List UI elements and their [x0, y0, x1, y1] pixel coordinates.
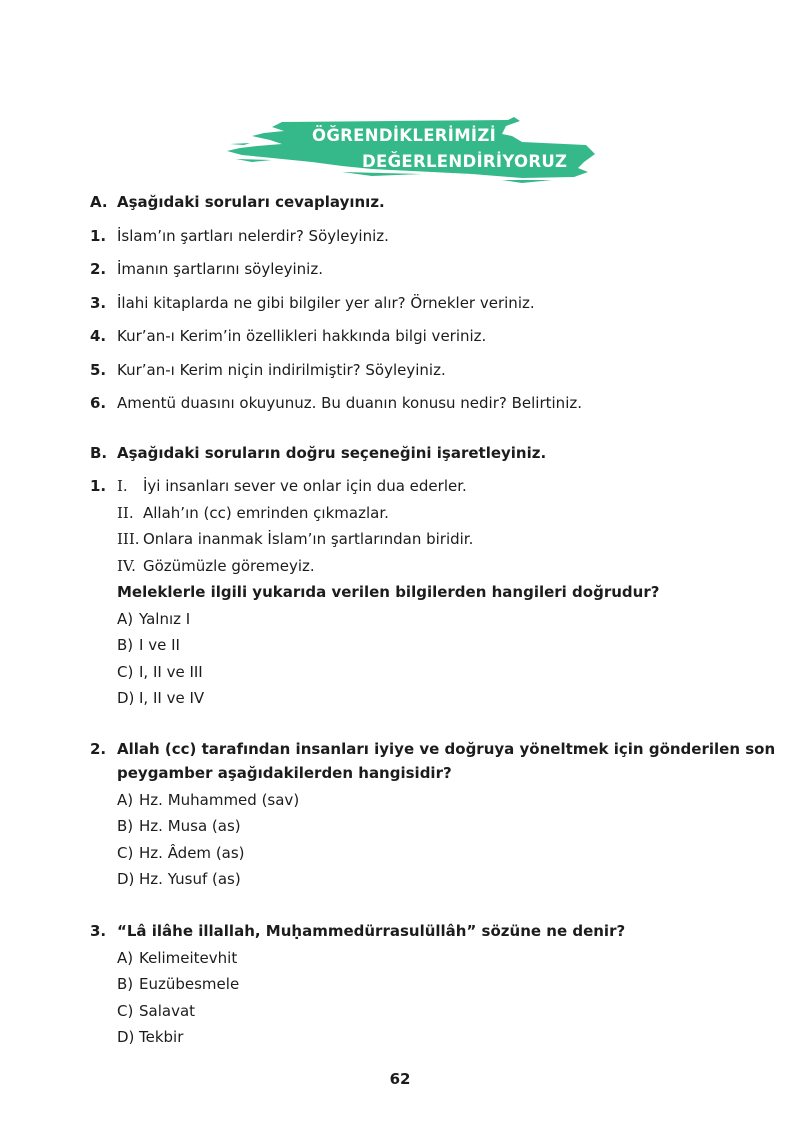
roman-numeral: I. — [117, 477, 128, 495]
question-number: 6. — [90, 394, 107, 412]
option-letter: A) — [117, 609, 134, 628]
answer-option-d[interactable] — [117, 688, 780, 708]
roman-numeral: III. — [117, 530, 140, 548]
option-letter: C) — [117, 662, 134, 681]
list-item — [90, 226, 780, 246]
option-text: Yalnız I — [139, 609, 191, 628]
question-b1 — [90, 476, 780, 708]
list-item — [90, 326, 780, 346]
list-item — [90, 259, 780, 279]
section-a-marker: A. — [90, 193, 108, 211]
option-letter: D) — [117, 689, 135, 707]
question-stem-line1: Allah (cc) tarafından insanları iyiye ve doğruya yöneltmek için gönderilen son — [117, 740, 776, 758]
section-banner — [222, 114, 602, 194]
option-letter: C) — [117, 1001, 134, 1020]
answer-option-a[interactable] — [117, 609, 780, 629]
answer-option-a[interactable] — [117, 948, 780, 968]
answer-option-d[interactable] — [117, 869, 780, 889]
question-number: 1. — [90, 477, 107, 495]
answer-option-b[interactable] — [117, 635, 780, 655]
list-item — [90, 360, 780, 380]
option-letter: B) — [117, 636, 134, 654]
answer-option-a[interactable] — [117, 790, 780, 810]
section-a-question-list — [90, 226, 780, 414]
option-text: I ve II — [139, 636, 180, 654]
question-stem-line2: peygamber aşağıdakilerden hangisidir? — [117, 764, 452, 782]
list-item — [90, 293, 780, 313]
question-number: 3. — [90, 922, 107, 940]
roman-numeral: IV. — [117, 556, 136, 575]
answer-option-c[interactable] — [117, 843, 780, 863]
option-text: Hz. Musa (as) — [139, 817, 241, 835]
question-number: 2. — [90, 740, 107, 758]
option-text: Hz. Âdem (as) — [139, 843, 245, 862]
question-stem: Meleklerle ilgili yukarıda verilen bilgilerden hangileri doğrudur? — [117, 583, 660, 601]
question-number: 5. — [90, 360, 107, 379]
option-text: Salavat — [139, 1001, 196, 1020]
option-letter: D) — [117, 870, 135, 888]
option-letter: B) — [117, 817, 134, 835]
section-a — [90, 192, 780, 413]
option-letter: A) — [117, 790, 134, 809]
page-number: 62 — [389, 1070, 411, 1088]
question-number: 2. — [90, 260, 107, 278]
answer-option-c[interactable] — [117, 1001, 780, 1021]
section-b-title: Aşağıdaki soruların doğru seçeneğini işaretleyiniz. — [117, 444, 547, 462]
option-text: Tekbir — [139, 1028, 184, 1046]
question-text: Kur’an-ı Kerim’in özellikleri hakkında bilgi veriniz. — [117, 327, 487, 345]
banner-title-line2: DEĞERLENDİRİYORUZ — [362, 152, 568, 171]
question-text: Amentü duasını okuyunuz. Bu duanın konusu nedir? Belirtiniz. — [117, 394, 582, 412]
option-text: Hz. Muhammed (sav) — [139, 790, 300, 809]
question-number: 4. — [90, 327, 107, 345]
option-text: Hz. Yusuf (as) — [139, 870, 241, 888]
question-text: İlahi kitaplarda ne gibi bilgiler yer alır? Örnekler veriniz. — [117, 293, 535, 312]
statement-item — [117, 476, 780, 496]
option-letter: C) — [117, 843, 134, 862]
section-b-marker: B. — [90, 444, 108, 462]
roman-numeral: II. — [117, 503, 134, 522]
question-number: 3. — [90, 293, 107, 312]
option-text: I, II ve III — [139, 662, 203, 681]
question-text: Kur’an-ı Kerim niçin indirilmiştir? Söyleyiniz. — [117, 360, 446, 379]
statement-text: Allah’ın (cc) emrinden çıkmazlar. — [143, 503, 389, 522]
list-item — [90, 393, 780, 413]
answer-option-b[interactable] — [117, 974, 780, 994]
section-a-title: Aşağıdaki soruları cevaplayınız. — [117, 193, 385, 211]
statement-text: Gözümüzle göremeyiz. — [143, 556, 315, 575]
statement-item — [117, 529, 780, 549]
section-b-heading — [90, 443, 780, 463]
question-b2 — [90, 739, 780, 889]
question-text: İmanın şartlarını söyleyiniz. — [117, 260, 323, 278]
option-text: Kelimeitevhit — [139, 948, 238, 967]
section-b — [90, 443, 780, 463]
answer-option-d[interactable] — [117, 1027, 780, 1047]
question-b3 — [90, 921, 780, 1047]
question-number: 1. — [90, 226, 107, 245]
option-letter: A) — [117, 948, 134, 967]
question-stem: “Lâ ilâhe illallah, Muḥammedürrasulüllâh” sözüne ne denir? — [117, 922, 626, 940]
banner-title-line1: ÖĞRENDİKLERİMİZİ — [312, 126, 497, 145]
section-a-heading — [90, 192, 780, 212]
answer-option-c[interactable] — [117, 662, 780, 682]
statement-text: İyi insanları sever ve onlar için dua ederler. — [143, 477, 467, 495]
question-text: İslam’ın şartları nelerdir? Söyleyiniz. — [117, 226, 389, 245]
option-text: I, II ve IV — [139, 689, 205, 707]
option-letter: B) — [117, 975, 134, 993]
statement-text: Onlara inanmak İslam’ın şartlarından biridir. — [143, 530, 474, 548]
statement-item — [117, 556, 780, 576]
option-text: Euzübesmele — [139, 975, 240, 993]
option-letter: D) — [117, 1028, 135, 1046]
answer-option-b[interactable] — [117, 816, 780, 836]
statement-item — [117, 503, 780, 523]
